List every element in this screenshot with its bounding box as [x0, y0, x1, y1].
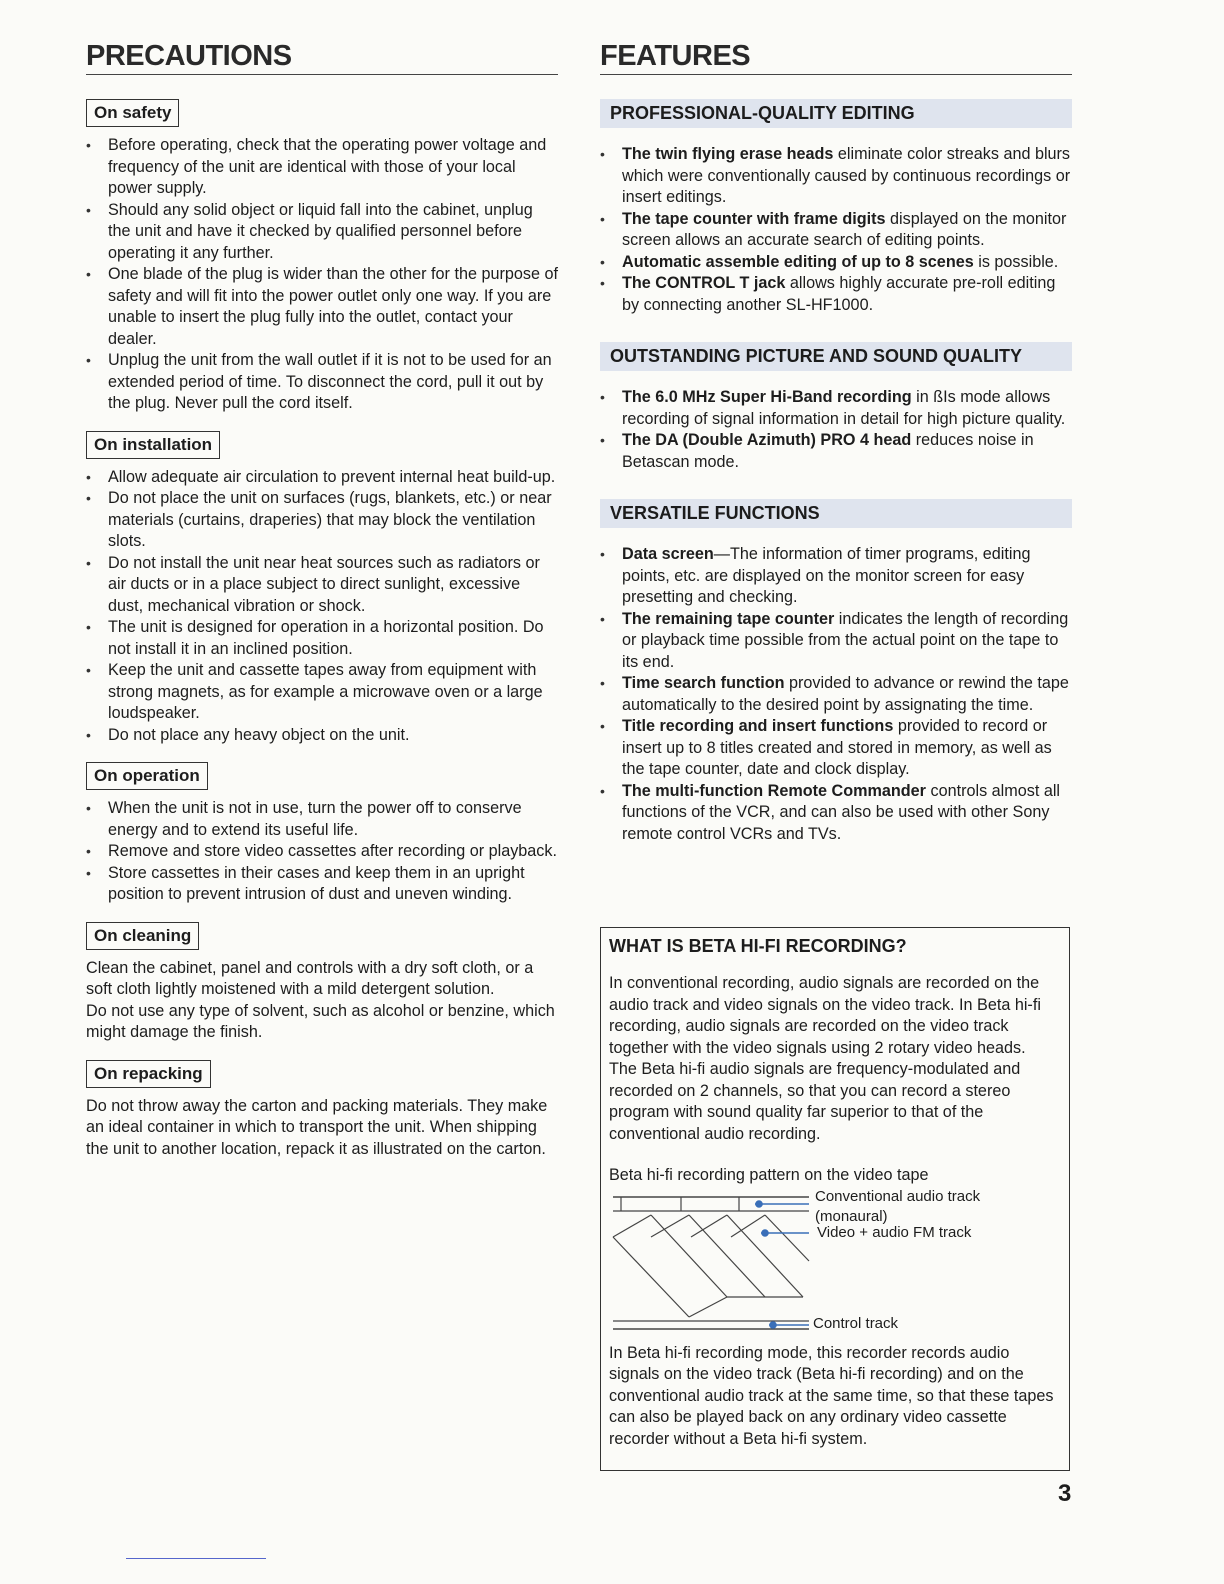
list-item: • Time search function provided to advance or rewind the tape automatically to the desired point by assignating the time. — [600, 673, 1072, 716]
list-item: • Store cassettes in their cases and keep them in an upright position to prevent intrusion of dust and uneven winding. — [86, 863, 558, 906]
installation-list — [86, 467, 558, 747]
repacking-heading: On repacking — [86, 1060, 211, 1088]
label-audio-line-1: Conventional audio track — [815, 1187, 981, 1205]
operation-list — [86, 798, 558, 906]
editing-list — [600, 144, 1072, 316]
cleaning-section — [86, 922, 558, 1044]
list-item: • Title recording and insert functions provided to record or insert up to 8 titles created and stored in memory, as well as the tape counter, date and clock display. — [600, 716, 1072, 781]
operation-section — [86, 762, 558, 906]
features-column — [600, 40, 1072, 845]
installation-heading: On installation — [86, 431, 220, 459]
list-item: • The CONTROL T jack allows highly accurate pre-roll editing by connecting another SL-HF1000. — [600, 273, 1072, 316]
list-item: • When the unit is not in use, turn the power off to conserve energy and to extend its useful life. — [86, 798, 558, 841]
list-item: • The remaining tape counter indicates the length of recording or playback time possible from the actual point on the tape to its end. — [600, 609, 1072, 674]
bottom-rule — [126, 1558, 266, 1559]
cleaning-heading: On cleaning — [86, 922, 199, 950]
safety-section — [86, 99, 558, 415]
functions-list — [600, 544, 1072, 845]
list-item: • Data screen—The information of timer programs, editing points, etc. are displayed on the monitor screen for easy presetting and checking. — [600, 544, 1072, 609]
list-item: • Unplug the unit from the wall outlet if it is not to be used for an extended period of time. To disconnect the cord, pull it out by the plug. Never pull the cord itself. — [86, 350, 558, 415]
repacking-text: Do not throw away the carton and packing materials. They make an ideal container in which to transport the unit. When shipping the unit to another location, repack it as illustrated on the carton. — [86, 1096, 548, 1158]
diagram-caption: Beta hi-fi recording pattern on the video tape — [609, 1166, 929, 1184]
list-item: • Do not place the unit on surfaces (rugs, blankets, etc.) or near materials (curtains, draperies) that may block the ventilation slots. — [86, 488, 558, 553]
quality-list — [600, 387, 1072, 473]
hifi-text-1: In conventional recording, audio signals are recorded on the audio track and video signals on the video track. In Beta hi-fi recording, audio signals are recorded on the video track together with the video signals using 2 rotary video heads. — [609, 974, 1041, 1057]
list-item: • The multi-function Remote Commander controls almost all functions of the VCR, and can also be used with other Sony remote control VCRs and TVs. — [600, 781, 1072, 846]
editing-heading: PROFESSIONAL-QUALITY EDITING — [600, 99, 1072, 128]
cleaning-text-2: Do not use any type of solvent, such as alcohol or benzine, which might damage the finish. — [86, 1001, 555, 1041]
safety-heading: On safety — [86, 99, 179, 127]
cleaning-text-1: Clean the cabinet, panel and controls with a dry soft cloth, or a soft cloth lightly moistened with a mild detergent solution. — [86, 958, 534, 998]
label-video-track: Video + audio FM track — [817, 1223, 972, 1241]
features-title: FEATURES — [600, 40, 1072, 75]
page-number: 3 — [1058, 1480, 1072, 1507]
quality-heading: OUTSTANDING PICTURE AND SOUND QUALITY — [600, 342, 1072, 371]
list-item: • The tape counter with frame digits displayed on the monitor screen allows an accurate search of editing points. — [600, 209, 1072, 252]
hifi-text-2: The Beta hi-fi audio signals are frequency-modulated and recorded on 2 channels, so that you can record a stereo program with sound quality far superior to that of the conventional audio recording. — [609, 1060, 1021, 1143]
list-item: • Do not place any heavy object on the unit. — [86, 725, 558, 747]
list-item: • Do not install the unit near heat sources such as radiators or air ducts or in a place subject to direct sunlight, excessive dust, mechanical vibration or shock. — [86, 553, 558, 618]
list-item: • Keep the unit and cassette tapes away from equipment with strong magnets, as for example a microwave oven or a large loudspeaker. — [86, 660, 558, 725]
repacking-section — [86, 1060, 558, 1161]
tape-pattern-diagram — [609, 1187, 1061, 1343]
label-conventional-audio — [815, 1187, 980, 1227]
hifi-title: WHAT IS BETA HI-FI RECORDING? — [609, 936, 907, 956]
precautions-column — [86, 40, 558, 1160]
functions-section — [600, 499, 1072, 845]
list-item: • Allow adequate air circulation to prevent internal heat build-up. — [86, 467, 558, 489]
list-item: • The DA (Double Azimuth) PRO 4 head reduces noise in Betascan mode. — [600, 430, 1072, 473]
installation-section — [86, 431, 558, 747]
quality-section — [600, 342, 1072, 473]
precautions-title: PRECAUTIONS — [86, 40, 558, 75]
label-control-track: Control track — [813, 1314, 899, 1332]
hifi-text-3: In Beta hi-fi recording mode, this recorder records audio signals on the video track (Beta hi-fi recording) and on the conventional audio track at the same time, so that these tapes can also be played back on any ordinary video cassette recorder without a Beta hi-fi system. — [609, 1343, 1054, 1448]
safety-list — [86, 135, 558, 415]
list-item: • Before operating, check that the operating power voltage and frequency of the unit are identical with those of your local power supply. — [86, 135, 558, 200]
beta-hifi-box — [600, 927, 1070, 1471]
list-item: • Remove and store video cassettes after recording or playback. — [86, 841, 558, 863]
list-item: • Should any solid object or liquid fall into the cabinet, unplug the unit and have it checked by qualified personnel before operating it any further. — [86, 200, 558, 265]
list-item: • The unit is designed for operation in a horizontal position. Do not install it in an inclined position. — [86, 617, 558, 660]
list-item: • The 6.0 MHz Super Hi-Band recording in ßIs mode allows recording of signal information in detail for high picture quality. — [600, 387, 1072, 430]
label-audio-line-2: (monaural) — [815, 1207, 888, 1225]
operation-heading: On operation — [86, 762, 208, 790]
list-item: • One blade of the plug is wider than the other for the purpose of safety and will fit into the power outlet only one way. If you are unable to insert the plug fully into the outlet, contact your dealer. — [86, 264, 558, 350]
list-item: • Automatic assemble editing of up to 8 scenes is possible. — [600, 252, 1072, 274]
functions-heading: VERSATILE FUNCTIONS — [600, 499, 1072, 528]
list-item: • The twin flying erase heads eliminate color streaks and blurs which were conventionally caused by continuous recordings or insert editings. — [600, 144, 1072, 209]
editing-section — [600, 99, 1072, 316]
